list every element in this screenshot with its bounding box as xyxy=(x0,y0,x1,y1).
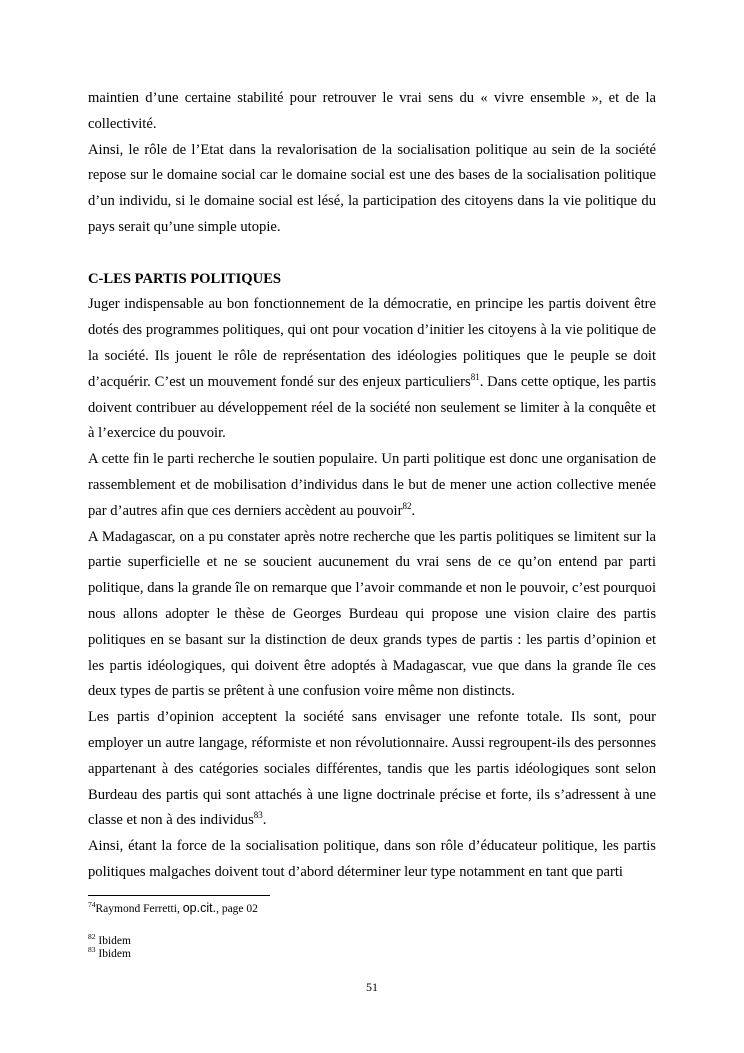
section-heading: C-LES PARTIS POLITIQUES xyxy=(88,270,282,287)
paragraph-socialisation: Ainsi, étant la force de la socialisation politique, dans son rôle d’éducateur politique, les partis politiques malgaches doivent tout d’abord déterminer leur type notamment en tant que parti xyxy=(88,838,656,880)
body-text xyxy=(88,86,656,886)
footnote-ref-81: 81 xyxy=(470,371,480,382)
footnote-82: $^{82}$ Ibidem xyxy=(88,931,131,947)
page-number: 51 xyxy=(366,980,378,994)
footnote-83: $^{83}$ Ibidem xyxy=(88,945,131,960)
footnote-ref-82: 82 xyxy=(402,500,412,511)
paragraph-madagascar: A Madagascar, on a pu constater après notre recherche que les partis politiques se limitent sur la partie superficielle et ne se soucient aucunement du vrai sens de ce qu’on entend par parti politique, dans la grande île on remarque que l’avoir commande et non le pouvoir, c’est pourquoi nous allons adopter le thèse de Georges Burdeau qui propose une vision claire des partis politiques en se basant sur la distinction de deux grands types de partis : les partis d’opinion et les partis idéologiques, qui doivent être adoptés à Madagascar, vue que dans la grande île ces deux types de partis se prêtent à une confusion voire même non distincts. xyxy=(88,528,656,700)
paragraph-role-etat: Ainsi, le rôle de l’Etat dans la revalorisation de la socialisation politique au sein de la société repose sur le domaine social car le domaine social est une des bases de la socialisation politique d’un individu, si le domaine social est lésé, la participation des citoyens dans la vie politique du pays serait qu’une simple utopie. xyxy=(88,141,656,235)
footnote-separator xyxy=(88,895,270,896)
paragraph-soutien-populaire: A cette fin le parti recherche le soutien populaire. Un parti politique est donc une organisation de rassemblement et de mobilisation d’individus dans le but de mener une action collective menée par d’autres afin que ces derniers accèdent au pouvoir$^{82}$. xyxy=(88,451,656,519)
footnote-74: $^{74}$Raymond Ferretti, op.cit., page 02 xyxy=(88,900,258,915)
paragraph-gap xyxy=(88,241,656,267)
footnotes xyxy=(88,902,656,962)
paragraph-partis-opinion: Les partis d’opinion acceptent la société sans envisager une refonte totale. Ils sont, pour employer un autre langage, réformiste et non révolutionnaire. Aussi regroupent-ils des personnes appartenant à des catégories sociales différentes, tandis que les partis idéologiques sont selon Burdeau des partis qui sont attachés à une ligne doctrinale précise et forte, ils s’adressent à une classe et non à des individus$^{83}$. xyxy=(88,709,656,829)
footnote-ref-83: 83 xyxy=(253,810,263,821)
paragraph-continuation: maintien d’une certaine stabilité pour retrouver le vrai sens du « vivre ensemble », et de la collectivité. xyxy=(88,90,656,132)
paragraph-partis-intro: Juger indispensable au bon fonctionnement de la démocratie, en principe les partis doivent être dotés des programmes politiques, qui ont pour vocation d’initier les citoyens à la vie politique de la société. Ils jouent le rôle de représentation des idéologies politiques que le peuple se doit d’acquérir. C’est un mouvement fondé sur des enjeux particuliers$^{81}$. Dans cette optique, les partis doivent contribuer au développement réel de la société non seulement se limiter à la conquête et à l’exercice du pouvoir. xyxy=(88,296,656,442)
